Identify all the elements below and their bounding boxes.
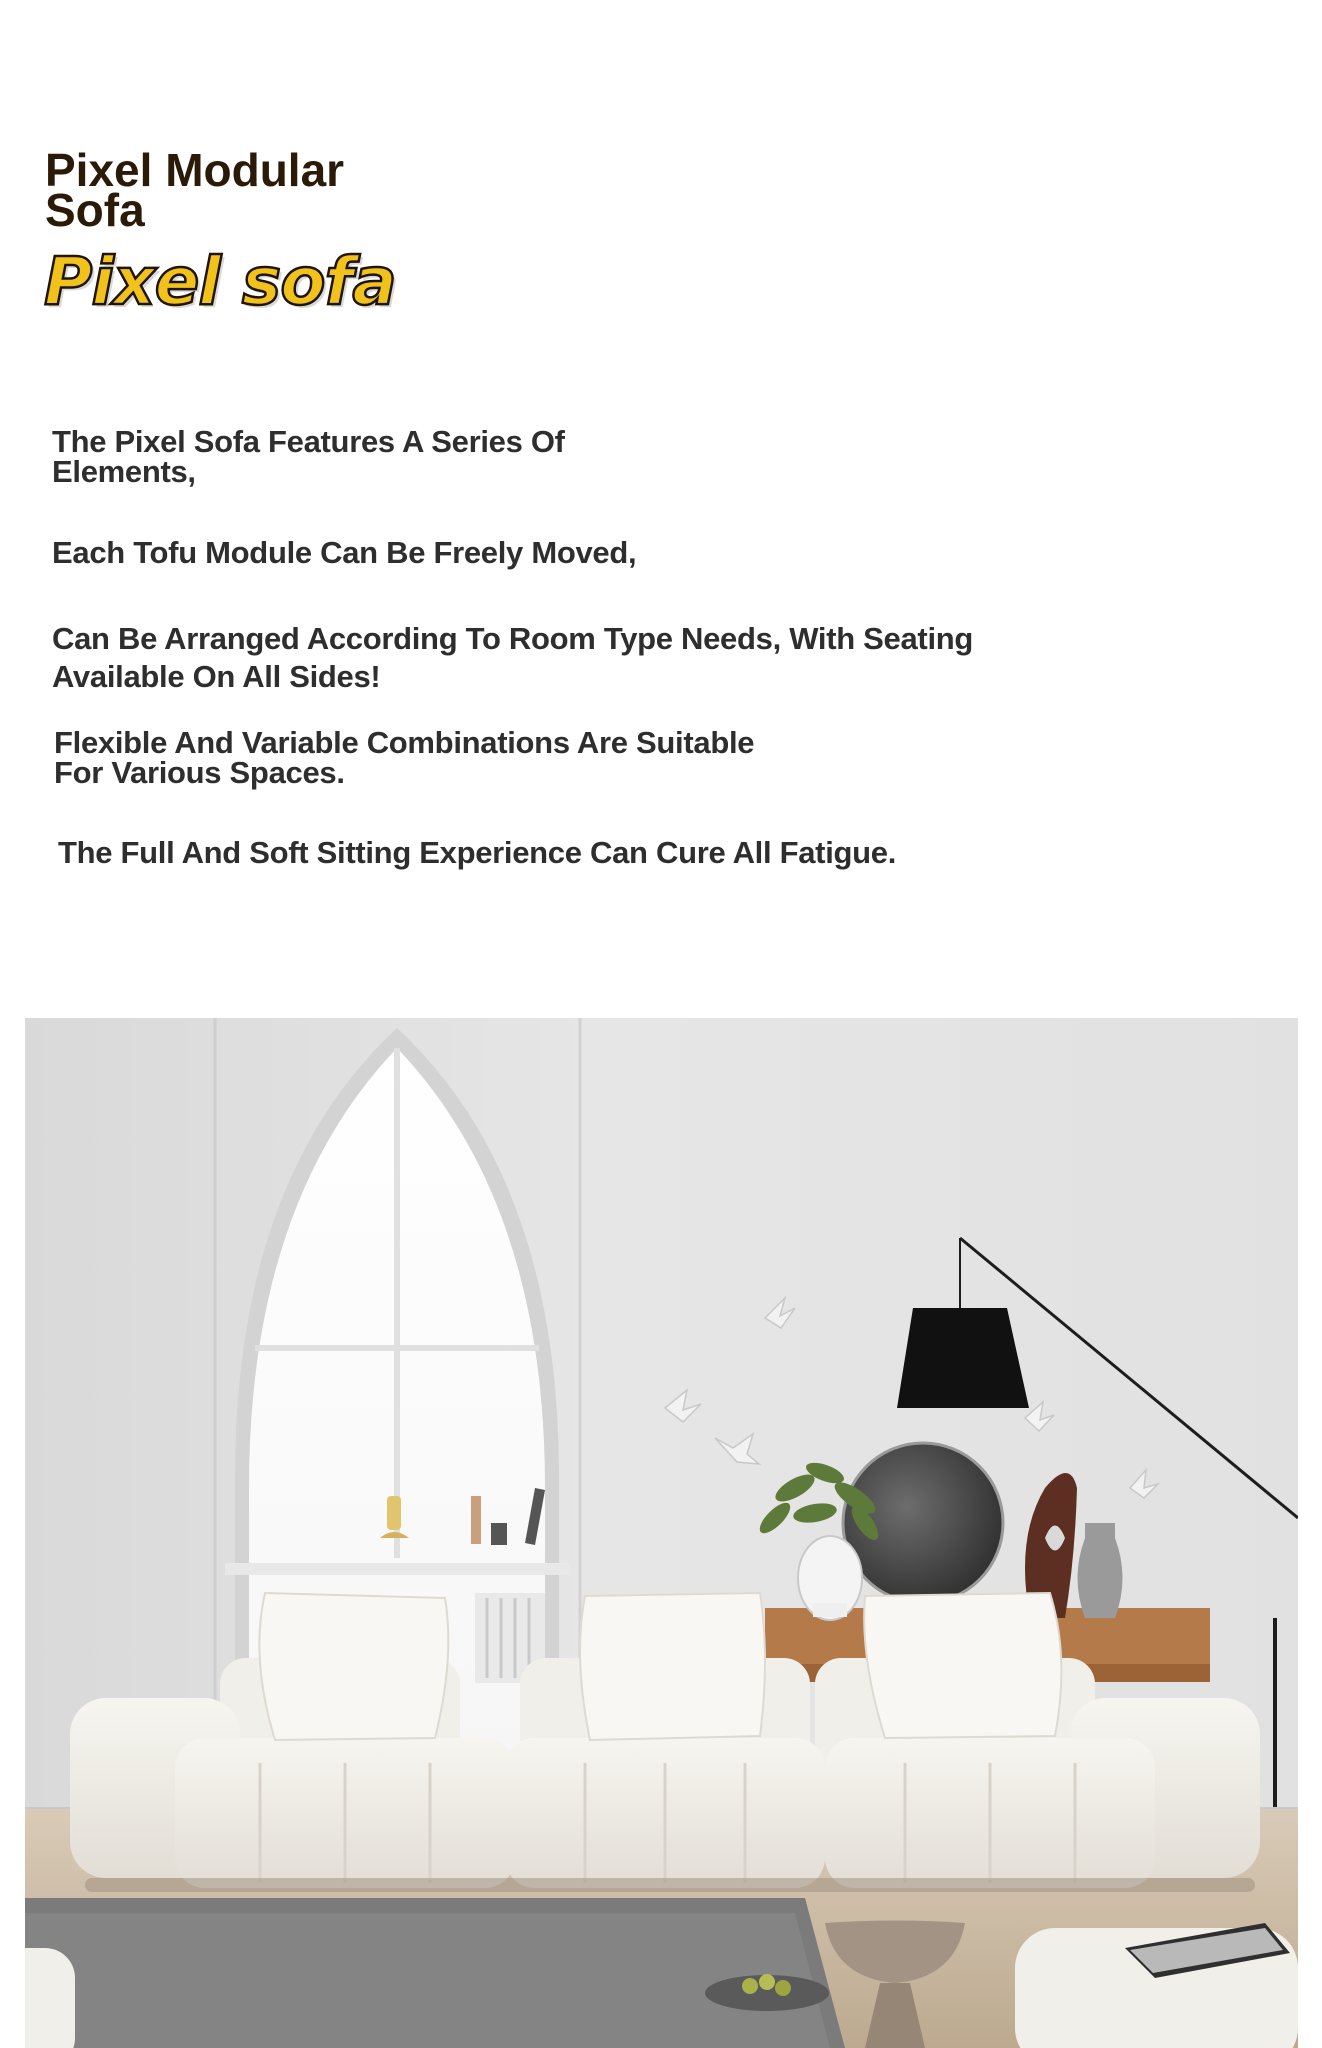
- feature-1-line-2: Elements,: [52, 454, 196, 489]
- feature-5-line-1: The Full And Soft Sitting Experience Can Cure All Fatigue.: [58, 835, 897, 870]
- script-logo-title: Pixel sofa: [44, 243, 396, 320]
- feature-4-line-1: Flexible And Variable Combinations Are Suitable: [54, 725, 755, 760]
- product-title: [45, 144, 345, 236]
- left-ottoman: [25, 1948, 75, 2048]
- feature-2-line-1: Each Tofu Module Can Be Freely Moved,: [52, 535, 637, 570]
- feature-3-line-1: Can Be Arranged According To Room Type Needs, With Seating: [52, 621, 974, 656]
- feature-text-1: [52, 424, 565, 489]
- feature-text-5: [58, 835, 897, 870]
- feature-4-line-2: For Various Spaces.: [54, 755, 345, 790]
- product-title-line-1: Pixel Modular: [45, 144, 345, 196]
- feature-1-line-1: The Pixel Sofa Features A Series Of: [52, 424, 565, 459]
- product-title-line-2: Sofa: [45, 184, 145, 236]
- feature-3-line-2: Available On All Sides!: [52, 659, 381, 694]
- feature-text-4: [54, 725, 755, 790]
- product-photo: [25, 1018, 1298, 2048]
- feature-text-3: [52, 620, 973, 696]
- feature-text-2: [52, 535, 637, 570]
- ottoman: [1015, 1923, 1298, 2048]
